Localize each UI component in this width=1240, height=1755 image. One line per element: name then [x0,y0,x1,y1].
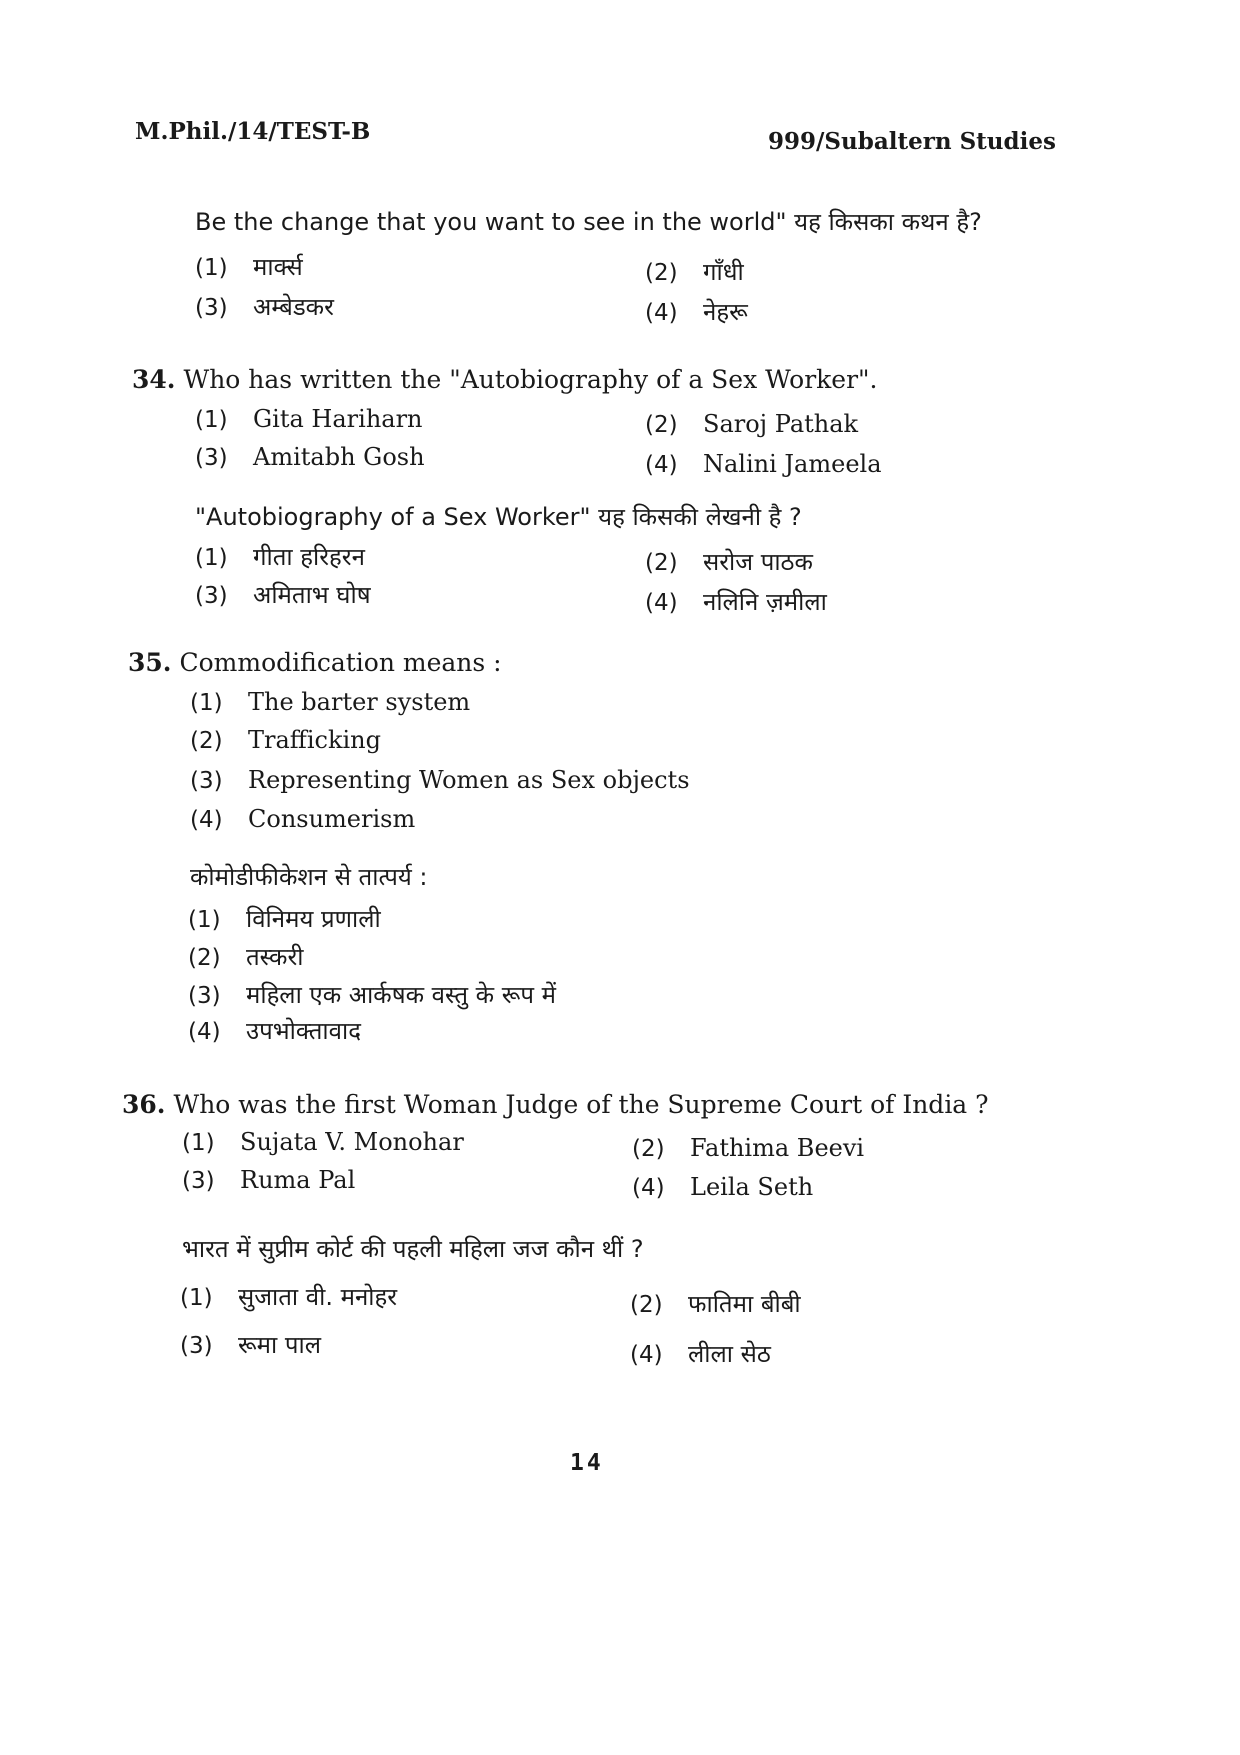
q35-option-2 [190,726,381,754]
q35-hindi-option-4 [188,1014,361,1047]
option-label: (2) [188,945,221,971]
option-text: Ruma Pal [240,1166,356,1194]
option-label: (2) [645,412,678,438]
q34-option-3 [195,443,425,471]
option-text: Saroj Pathak [703,410,859,438]
option-text: The barter system [248,688,471,716]
option-label: (4) [645,452,678,478]
option-label: (4) [188,1019,221,1045]
option-text: Trafficking [248,726,381,754]
option-text: Consumerism [248,805,416,833]
page-number: 14 [570,1450,604,1476]
option-label: (3) [188,983,221,1009]
q35-hindi-option-1 [188,902,381,935]
option-label: (3) [195,583,228,609]
question-number: 35. [128,648,172,677]
option-label: (4) [630,1342,663,1368]
option-label: (4) [645,300,678,326]
option-text: Sujata V. Monohar [240,1128,464,1156]
option-text: रूमा पाल [238,1331,321,1359]
q35-option-3 [190,766,690,794]
option-label: (3) [190,768,223,794]
option-text: लीला सेठ [688,1340,771,1368]
option-text: नलिनि ज़मीला [703,588,827,616]
option-text: फातिमा बीबी [688,1290,801,1318]
option-text: Leila Seth [690,1173,814,1201]
option-label: (3) [195,295,228,321]
q36-option-4 [632,1173,813,1201]
question-number: 34. [132,365,176,394]
option-label: (1) [180,1285,213,1311]
option-text: गीता हरिहरन [253,543,365,571]
option-label: (1) [188,907,221,933]
option-text: मार्क्स [253,253,303,281]
question-text: Who has written the "Autobiography of a Sex Worker". [183,365,878,394]
option-text: विनिमय प्रणाली [246,905,381,933]
option-label: (2) [190,728,223,754]
option-text: महिला एक आर्कषक वस्तु के रूप में [246,981,556,1009]
option-text: सुजाता वी. मनोहर [238,1283,398,1311]
q35-hindi-question: कोमोडीफीकेशन से तात्पर्य : [190,863,428,891]
q34-question [132,365,878,394]
q33-hindi-option-4 [645,295,748,328]
q36-hindi-question: भारत में सुप्रीम कोर्ट की पहली महिला जज कौन थीं ? [182,1235,644,1263]
q34-hindi-question: "Autobiography of a Sex Worker" यह किसकी लेखनी है ? [195,503,802,531]
question-number: 36. [122,1090,166,1119]
option-text: Fathima Beevi [690,1134,865,1162]
option-label: (1) [190,690,223,716]
option-label: (4) [190,807,223,833]
q35-hindi-option-3 [188,978,556,1011]
paper-code: M.Phil./14/TEST-B [135,118,371,145]
option-text: उपभोक्तावाद [246,1017,361,1045]
option-label: (1) [195,407,228,433]
question-text: Who was the first Woman Judge of the Supreme Court of India ? [173,1090,989,1119]
option-text: Nalini Jameela [703,450,882,478]
option-label: (1) [195,545,228,571]
q33-hindi-option-1 [195,250,303,283]
option-text: Representing Women as Sex objects [248,766,690,794]
option-label: (2) [645,550,678,576]
q34-option-4 [645,450,882,478]
option-label: (1) [195,255,228,281]
option-text: Gita Hariharn [253,405,423,433]
q33-hindi-option-3 [195,290,334,323]
option-text: अम्बेडकर [253,293,334,321]
q35-question [128,648,502,677]
q35-option-4 [190,805,415,833]
q34-option-1 [195,405,423,433]
q34-hindi-option-4 [645,585,827,618]
q33-hindi-question: Be the change that you want to see in the world" यह किसका कथन है? [195,208,982,236]
option-text: तस्करी [246,943,304,971]
option-text: Amitabh Gosh [253,443,425,471]
q36-option-1 [182,1128,464,1156]
q36-hindi-option-3 [180,1328,321,1361]
q36-option-3 [182,1166,355,1194]
q35-option-1 [190,688,470,716]
option-label: (2) [630,1292,663,1318]
q36-hindi-option-1 [180,1280,397,1313]
q36-hindi-option-2 [630,1287,801,1320]
subject-title: 999/Subaltern Studies [768,128,1056,155]
question-text: Commodification means : [179,648,502,677]
q36-option-2 [632,1134,864,1162]
q34-hindi-option-2 [645,545,813,578]
q33-hindi-option-2 [645,255,744,288]
option-text: सरोज पाठक [703,548,813,576]
q34-hindi-option-1 [195,540,365,573]
option-text: अमिताभ घोष [253,581,371,609]
q36-hindi-option-4 [630,1337,771,1370]
option-label: (2) [632,1136,665,1162]
option-text: गाँधी [703,258,744,286]
option-label: (1) [182,1130,215,1156]
option-label: (3) [182,1168,215,1194]
option-text: नेहरू [703,298,748,326]
q35-hindi-option-2 [188,940,303,973]
option-label: (4) [632,1175,665,1201]
q36-question [122,1090,989,1119]
option-label: (3) [195,445,228,471]
option-label: (4) [645,590,678,616]
option-label: (3) [180,1333,213,1359]
q34-option-2 [645,410,858,438]
q34-hindi-option-3 [195,578,371,611]
option-label: (2) [645,260,678,286]
